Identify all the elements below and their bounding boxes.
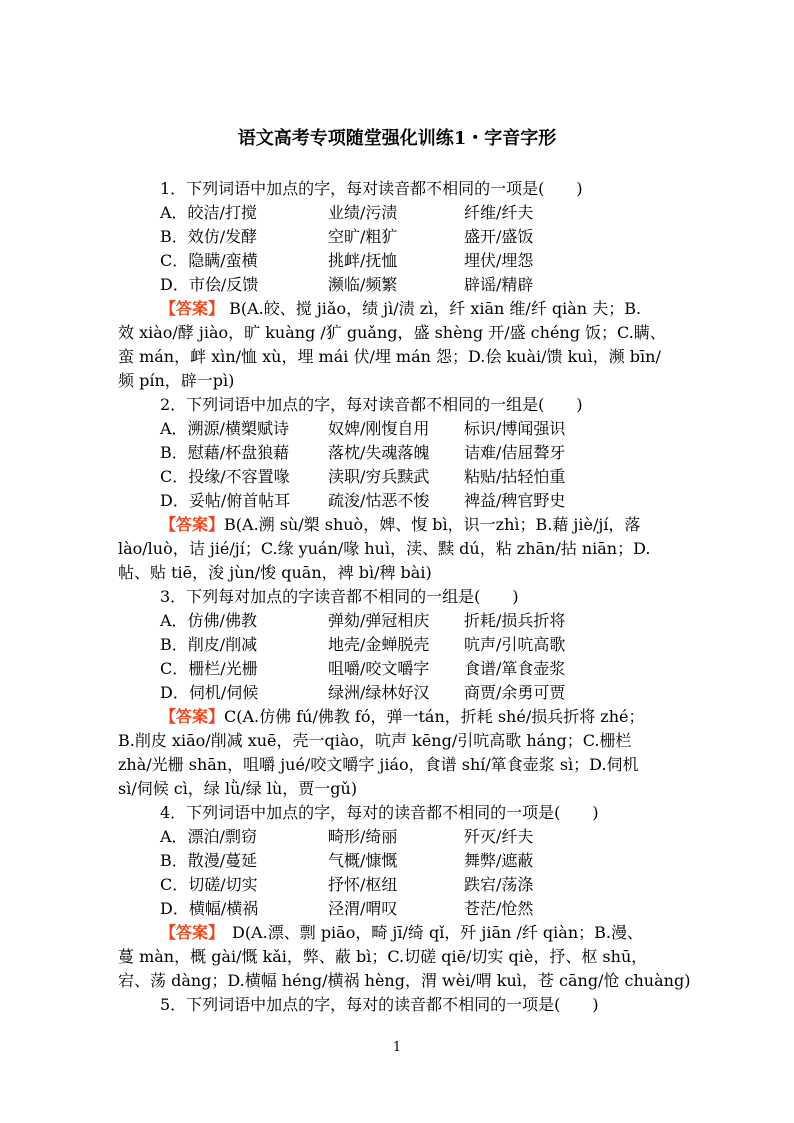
answer-tag: 【答案】 — [160, 923, 217, 942]
question-1-option-a: A．皎洁/打搅 业绩/污渍 纤维/纤夫 — [160, 203, 534, 222]
question-4-stem: 4．下列词语中加点的字，每对的读音都不相同的一项是( ) — [160, 803, 599, 822]
question-3-answer-line: sì/伺候 cì，绿 lǜ/绿 lù，贾一gǔ) — [118, 779, 358, 798]
answer-tag: 【答案】 — [160, 515, 225, 534]
question-4-option-a: A．漂泊/剽窃 畸形/绮丽 歼灭/纤夫 — [160, 827, 534, 846]
question-2-option-b: B．慰藉/杯盘狼藉 落枕/失魂落魄 诘难/佶屈聱牙 — [160, 443, 566, 462]
question-2-option-a: A．溯源/横槊赋诗 奴婢/刚愎自用 标识/博闻强识 — [160, 419, 566, 438]
question-4-option-c: C．切磋/切实 抒怀/枢纽 跌宕/荡涤 — [160, 875, 534, 894]
question-2-answer-line: lào/luò，诘 jié/jí；C.缘 yuán/喙 huì，渎、黩 dú，粘 zhān/拈 niān；D. — [118, 539, 651, 558]
question-3-option-b: B．削皮/削减 地壳/金蝉脱壳 吭声/引吭高歌 — [160, 635, 566, 654]
question-1-answer-line: 频 pín，辟一pì) — [118, 371, 235, 390]
question-3-option-a: A．仿佛/佛教 弹劾/弹冠相庆 折耗/损兵折将 — [160, 611, 566, 630]
question-2-option-d: D．妥帖/俯首帖耳 疏浚/怙恶不悛 裨益/稗官野史 — [160, 491, 566, 510]
question-4-option-d: D．横幅/横祸 泾渭/喟叹 苍茫/怆然 — [160, 899, 534, 918]
question-3-option-d: D．伺机/伺候 绿洲/绿林好汉 商贾/余勇可贾 — [160, 683, 566, 702]
question-2-answer: 【答案】B(A.溯 sù/槊 shuò，婢、愎 bì，识一zhì；B.藉 jiè/jí，落 — [160, 515, 641, 534]
question-1-stem: 1．下列词语中加点的字，每对读音都不相同的一项是( ) — [160, 179, 583, 198]
question-1-answer-line: 效 xiào/酵 jiào，旷 kuàng /犷 guǎng，盛 shèng 开/盛 chéng 饭；C.瞒、 — [118, 323, 666, 342]
question-3-answer: 【答案】C(A.仿佛 fú/佛教 fó，弹一tán，折耗 shé/损兵折将 zhé； — [160, 707, 645, 726]
question-3-answer-line: zhà/光栅 shān，咀嚼 jué/咬文嚼字 jiáo，食谱 shí/箪食壶浆 sì；D.伺机 — [118, 755, 639, 774]
question-1-option-b: B．效仿/发酵 空旷/粗犷 盛开/盛饭 — [160, 227, 534, 246]
question-3-answer-line: B.削皮 xiāo/削减 xuē，壳一qiào，吭声 kēng/引吭高歌 háng；C.栅栏 — [118, 731, 632, 750]
question-2-option-c: C．投缘/不容置喙 渎职/穷兵黩武 粘贴/拈轻怕重 — [160, 467, 566, 486]
question-4-option-b: B．散漫/蔓延 气概/慷慨 舞弊/遮蔽 — [160, 851, 534, 870]
question-4-answer-line: 宕、荡 dàng；D.横幅 héng/横祸 hèng，渭 wèi/喟 kuì，苍 cāng/怆 chuàng) — [118, 971, 691, 990]
page-title: 语文高考专项随堂强化训练1・字音字形 — [237, 128, 557, 149]
question-3-option-c: C．栅栏/光栅 咀嚼/咬文嚼字 食谱/箪食壶浆 — [160, 659, 566, 678]
answer-tag: 【答案】 — [160, 707, 225, 726]
question-5-stem: 5．下列词语中加点的字，每对的读音都不相同的一项是( ) — [160, 995, 599, 1014]
question-4-answer-line: 蔓 màn，概 gài/慨 kǎi，弊、蔽 bì；C.切磋 qiē/切实 qiè，抒、枢 shū， — [118, 947, 648, 966]
question-4-answer: 【答案】 D(A.漂、剽 piāo，畸 jī/绮 qǐ，歼 jiān /纤 qiàn；B.漫、 — [160, 923, 643, 942]
answer-tag: 【答案】 — [160, 299, 225, 318]
question-1-answer: 【答案】 B(A.皎、搅 jiǎo，绩 jì/渍 zì，纤 xiān 维/纤 qiàn 夫；B. — [160, 299, 642, 318]
question-2-stem: 2．下列词语中加点的字，每对读音都不相同的一组是( ) — [160, 395, 583, 414]
question-2-answer-line: 帖、贴 tiē，浚 jùn/悛 quān，裨 bì/稗 bài) — [118, 563, 432, 582]
question-1-answer-line: 蛮 mán，衅 xìn/恤 xù，埋 mái 伏/埋 mán 怨；D.侩 kuài/馈 kuì，濒 bīn/ — [118, 347, 661, 366]
question-1-option-c: C．隐瞒/蛮横 挑衅/抚恤 埋伏/埋怨 — [160, 251, 534, 270]
question-3-stem: 3．下列每对加点的字读音都不相同的一组是( ) — [160, 587, 519, 606]
question-1-option-d: D．市侩/反馈 濒临/频繁 辟谣/精辟 — [160, 275, 534, 294]
page-number: 1 — [392, 1040, 402, 1055]
